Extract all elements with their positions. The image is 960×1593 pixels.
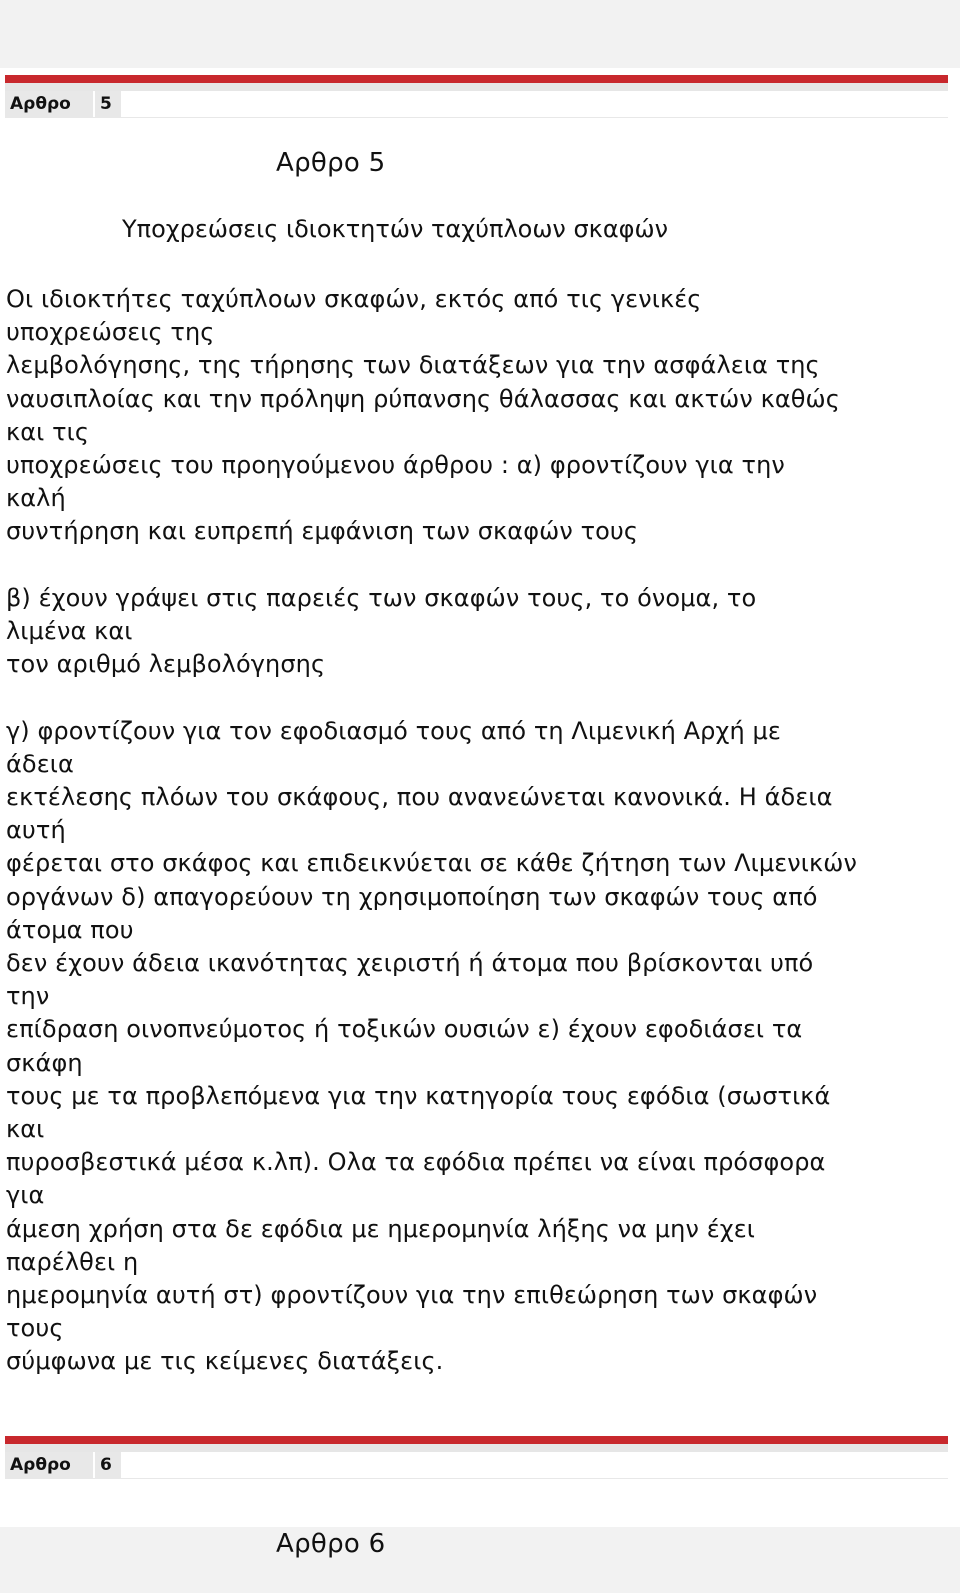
body-text-line: και <box>6 1115 45 1143</box>
article-6-header-bar <box>5 1436 948 1480</box>
header-label-row <box>5 1452 948 1479</box>
header-gray-rule <box>5 1444 948 1452</box>
body-text-line: συντήρηση και ευπρεπή εμφάνιση των σκαφών τους <box>6 517 639 545</box>
body-text-line: άμεση χρήση στα δε εφόδια με ημερομηνία λήξης να μην έχει <box>6 1215 756 1243</box>
article-5-header-number: 5 <box>95 91 121 117</box>
body-text-line: εκτέλεσης πλόων του σκάφους, που ανανεώνεται κανονικά. Η άδεια <box>6 783 833 811</box>
body-text-line: Οι ιδιοκτήτες ταχύπλοων σκαφών, εκτός από τις γενικές <box>6 285 702 313</box>
header-red-rule <box>5 75 948 83</box>
body-text-line: σύμφωνα με τις κείμενες διατάξεις. <box>6 1347 444 1375</box>
body-text-line: β) έχουν γράψει στις παρειές των σκαφών τους, το όνομα, το <box>6 584 757 612</box>
body-text-line: ναυσιπλοίας και την πρόληψη ρύπανσης θάλασσας και ακτών καθώς <box>6 385 840 413</box>
body-text-line: πυροσβεστικά μέσα κ.λπ). Ολα τα εφόδια πρέπει να είναι πρόσφορα <box>6 1148 826 1176</box>
body-text-line: για <box>6 1181 45 1209</box>
article-5-subtitle: Υποχρεώσεις ιδιοκτητών ταχύπλοων σκαφών <box>122 215 668 243</box>
body-text-line: υποχρεώσεις της <box>6 318 215 346</box>
body-text-line: ημερομηνία αυτή στ) φροντίζουν για την επιθεώρηση των σκαφών <box>6 1281 818 1309</box>
body-text-line: λεμβολόγησης, της τήρησης των διατάξεων για την ασφάλεια της <box>6 351 820 379</box>
body-text-line: τους <box>6 1314 64 1342</box>
body-text-line: υποχρεώσεις του προηγούμενου άρθρου : α) φροντίζουν για την <box>6 451 785 479</box>
article-5-header-label: Αρθρο <box>5 91 93 117</box>
body-text-line: δεν έχουν άδεια ικανότητας χειριστή ή άτομα που βρίσκονται υπό <box>6 949 814 977</box>
article-6-title: Αρθρο 6 <box>276 1529 386 1559</box>
header-gray-rule <box>5 83 948 91</box>
body-text-line: αυτή <box>6 816 66 844</box>
body-text-line: και τις <box>6 418 90 446</box>
article-6-header-label: Αρθρο <box>5 1452 93 1478</box>
body-text-line: άτομα που <box>6 916 134 944</box>
body-text-line: άδεια <box>6 750 74 778</box>
body-text-line: καλή <box>6 484 66 512</box>
body-text-line: οργάνων δ) απαγορεύουν τη χρησιμοποίηση των σκαφών τους από <box>6 883 818 911</box>
body-text-line: παρέλθει η <box>6 1248 139 1276</box>
article-6-header-number: 6 <box>95 1452 121 1478</box>
body-text-line: την <box>6 982 50 1010</box>
article-6-title-band <box>0 1527 960 1593</box>
body-text-line: λιμένα και <box>6 617 133 645</box>
body-text-line: τους με τα προβλεπόμενα για την κατηγορία τους εφόδια (σωστικά <box>6 1082 831 1110</box>
body-text-line: φέρεται στο σκάφος και επιδεικνύεται σε κάθε ζήτηση των Λιμενικών <box>6 849 857 877</box>
header-label-row <box>5 91 948 118</box>
top-margin-band <box>0 0 960 68</box>
body-text-line: τον αριθμό λεμβολόγησης <box>6 650 326 678</box>
body-text-line: γ) φροντίζουν για τον εφοδιασμό τους από τη Λιμενική Αρχή με <box>6 717 781 745</box>
article-5-header-bar <box>5 75 948 119</box>
body-text-line: σκάφη <box>6 1049 83 1077</box>
article-5-title: Αρθρο 5 <box>276 148 386 178</box>
header-red-rule <box>5 1436 948 1444</box>
body-text-line: επίδραση οινοπνεύμοτος ή τοξικών ουσιών ε) έχουν εφοδιάσει τα <box>6 1015 803 1043</box>
